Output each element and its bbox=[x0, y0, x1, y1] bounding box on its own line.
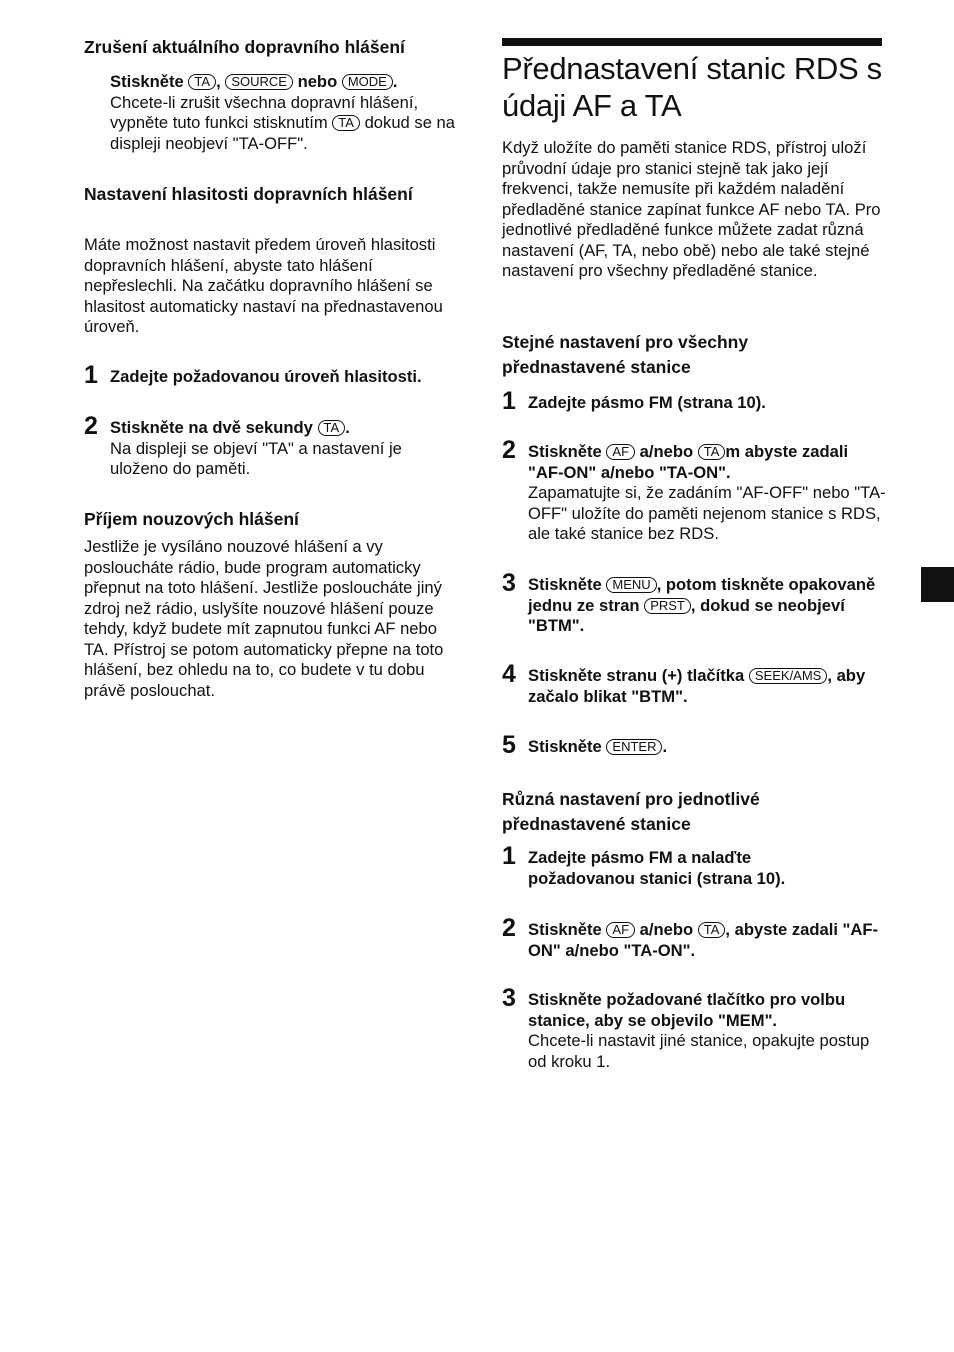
step-text: Stiskněte bbox=[528, 442, 602, 461]
prst-button-key: PRST bbox=[644, 598, 691, 614]
emergency-body: Jestliže je vysíláno nouzové hlášení a vy posloucháte rádio, bude program automaticky přepnut na toto hlášení. Jestliže posloucháte jiný zdroj než rádio, uslyšíte nouzové hlášení pouze tehdy, když budete mít zapnutou funkci AF nebo TA. Přístroj se potom automaticky přepne na toto hlášení, bez ohledu na to, co budete v tu dobu právě poslouchat. bbox=[84, 537, 444, 700]
step-number: 2 bbox=[502, 436, 516, 464]
step-number: 4 bbox=[502, 660, 516, 688]
step-content bbox=[528, 990, 886, 1072]
step-content bbox=[110, 418, 464, 480]
step-number: 2 bbox=[84, 412, 98, 440]
step-number: 1 bbox=[502, 387, 516, 415]
step-text: Stiskněte stranu (+) tlačítka bbox=[528, 666, 745, 685]
volume-step-1 bbox=[84, 361, 464, 389]
title-rule bbox=[502, 38, 882, 46]
step-text: Stiskněte bbox=[528, 575, 602, 594]
enter-button-key: ENTER bbox=[606, 739, 662, 755]
ta-button-key: TA bbox=[318, 420, 346, 436]
step-number: 3 bbox=[502, 984, 516, 1012]
step-content bbox=[528, 666, 886, 707]
step-text: Zadejte požadovanou úroveň hlasitosti. bbox=[110, 367, 422, 386]
step-content bbox=[528, 575, 886, 637]
volume-step-2 bbox=[84, 412, 464, 480]
cancel-all-note-end: dokud se na displeji neobjeví "TA-OFF". bbox=[110, 113, 455, 153]
ta-button-key: TA bbox=[332, 115, 360, 131]
heading-traffic-volume: Nastavení hlasitosti dopravních hlášení bbox=[84, 184, 413, 204]
ta-button-key: TA bbox=[188, 74, 216, 90]
heading-cancel-traffic: Zrušení aktuálního dopravního hlášení bbox=[84, 37, 405, 57]
seek-ams-button-key: SEEK/AMS bbox=[749, 668, 827, 684]
diff-step-2 bbox=[502, 914, 886, 961]
step-number: 1 bbox=[84, 361, 98, 389]
mode-button-key: MODE bbox=[342, 74, 393, 90]
step-number: 3 bbox=[502, 569, 516, 597]
cancel-all-note: Chcete-li zrušit všechna dopravní hlášení, vypněte tuto funkci stisknutím bbox=[110, 92, 419, 132]
ta-button-key: TA bbox=[698, 922, 726, 938]
step-number: 5 bbox=[502, 731, 516, 759]
step-text: , aby začalo blikat "BTM". bbox=[528, 666, 866, 706]
cancel-traffic-instructions bbox=[110, 72, 464, 154]
cancel-step-lead: Stiskněte bbox=[110, 72, 184, 91]
step-text: a/nebo bbox=[639, 920, 694, 939]
step-content bbox=[528, 737, 886, 758]
menu-button-key: MENU bbox=[606, 577, 656, 593]
step-text: Zadejte pásmo FM (strana 10). bbox=[528, 393, 766, 412]
period: . bbox=[662, 737, 668, 756]
period: . bbox=[345, 418, 350, 437]
same-step-5 bbox=[502, 731, 886, 759]
ta-button-key: TA bbox=[698, 444, 726, 460]
af-button-key: AF bbox=[606, 444, 635, 460]
step-content bbox=[528, 442, 886, 545]
step-number: 1 bbox=[502, 842, 516, 870]
step-content bbox=[528, 920, 886, 961]
comma: , bbox=[216, 72, 221, 91]
same-step-4 bbox=[502, 660, 886, 707]
source-button-key: SOURCE bbox=[225, 74, 293, 90]
step-note: Chcete-li nastavit jiné stanice, opakujte postup od kroku 1. bbox=[528, 1031, 870, 1071]
step-text: , abyste zadali "AF-ON" a/nebo "TA-ON". bbox=[528, 920, 879, 960]
step-text: a/nebo bbox=[639, 442, 694, 461]
same-step-1 bbox=[502, 387, 884, 415]
step-text: Stiskněte požadované tlačítko pro volbu stanice, aby se objevilo "MEM". bbox=[528, 990, 846, 1030]
step-text: , potom tiskněte opakovaně jednu ze stran bbox=[528, 575, 876, 615]
step-text: Zadejte pásmo FM a nalaďte požadovanou stanici (strana 10). bbox=[528, 848, 786, 888]
step-text: Stiskněte bbox=[528, 737, 602, 756]
step-text: Stiskněte na dvě sekundy bbox=[110, 418, 313, 437]
step-text: m abyste zadali "AF-ON" a/nebo "TA-ON". bbox=[528, 442, 849, 482]
step-text: Stiskněte bbox=[528, 920, 602, 939]
period: . bbox=[392, 72, 398, 91]
intro-paragraph: Když uložíte do paměti stanice RDS, přístroj uloží průvodní údaje pro stanici stejně tak jako její frekvenci, takže nemusíte při každém naladění předladěné stanice zapínat funkce AF nebo TA. Pro jednotlivé předladěné funkce můžete zadat různá nastavení (AF, TA, nebo obě) nebo ale také stejné nastavení pro všechny předladěné stanice. bbox=[502, 138, 881, 280]
diff-step-3 bbox=[502, 984, 886, 1072]
section-thumb-tab bbox=[921, 567, 954, 602]
step-note: Na displeji se objeví "TA" a nastavení je uloženo do paměti. bbox=[110, 438, 402, 478]
heading-different-setting: Různá nastavení pro jednotlivé přednastavené stanice bbox=[502, 789, 760, 834]
traffic-volume-body: Máte možnost nastavit předem úroveň hlasitosti dopravních hlášení, abyste tato hlášení nepřeslechli. Na začátku dopravního hlášení se hlasitost automaticky nastaví na přednastavenou úroveň. bbox=[84, 235, 443, 336]
step-note: Zapamatujte si, že zadáním "AF-OFF" nebo "TA-OFF" uložíte do paměti nejenom stanice s RDS, ale také stanice bez RDS. bbox=[528, 483, 886, 543]
step-text: , dokud se neobjeví "BTM". bbox=[528, 595, 845, 635]
step-number: 2 bbox=[502, 914, 516, 942]
same-step-3 bbox=[502, 569, 886, 637]
diff-step-1 bbox=[502, 842, 886, 889]
page-title: Přednastavení stanic RDS s údaji AF a TA bbox=[502, 51, 882, 123]
heading-emergency: Příjem nouzových hlášení bbox=[84, 509, 299, 529]
conj-nebo: nebo bbox=[297, 72, 338, 91]
af-button-key: AF bbox=[606, 922, 635, 938]
heading-same-setting: Stejné nastavení pro všechny přednastavené stanice bbox=[502, 332, 749, 377]
same-step-2 bbox=[502, 436, 886, 545]
